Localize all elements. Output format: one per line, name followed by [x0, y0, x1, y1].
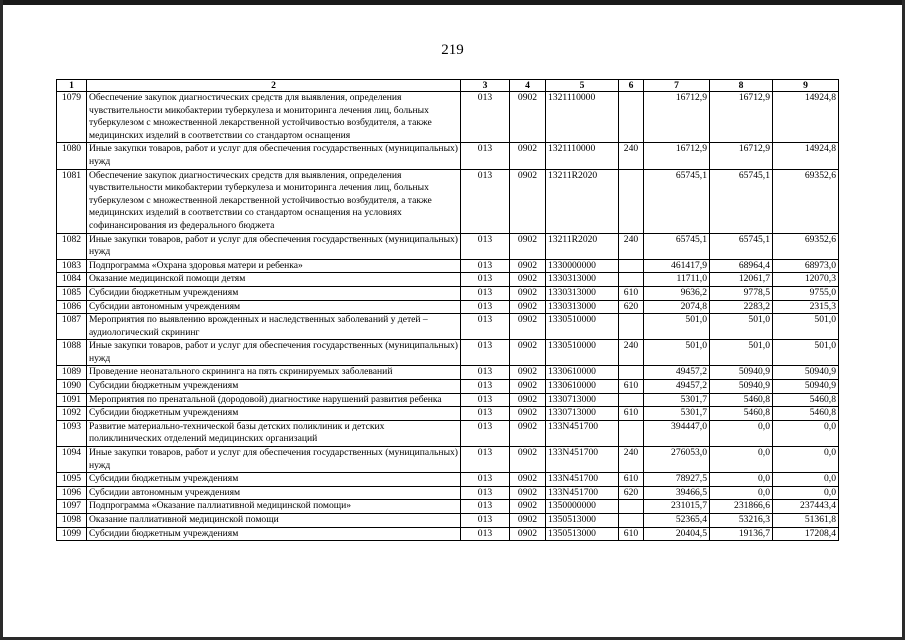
- row-number: 1086: [57, 300, 87, 314]
- grbs-code: 013: [461, 169, 510, 233]
- grbs-code: 013: [461, 233, 510, 259]
- page-number: 219: [441, 42, 464, 58]
- amount-col-8: 9778,5: [710, 286, 773, 300]
- grbs-code: 013: [461, 486, 510, 500]
- grbs-code: 013: [461, 473, 510, 487]
- amount-col-9: 14924,8: [773, 92, 839, 143]
- amount-col-8: 501,0: [710, 340, 773, 366]
- item-name: Обеспечение закупок диагностических средств для выявления, определения чувствительности микобактерии туберкулеза и мониторинга лечения лиц, больных туберкулезом с множественной лекарственной устойчивостью возбудителя, а также медицинских изделий в соответствии со стандартом оснащения на условиях софинансирования из федерального бюджета: [87, 169, 461, 233]
- row-number: 1090: [57, 380, 87, 394]
- row-number: 1091: [57, 393, 87, 407]
- expense-type-code: 240: [619, 340, 644, 366]
- table-row: [57, 300, 839, 314]
- expense-type-code: [619, 514, 644, 528]
- amount-col-7: 9636,2: [644, 286, 710, 300]
- expense-type-code: [619, 169, 644, 233]
- section-code: 0902: [510, 259, 546, 273]
- column-header-1: 1: [57, 80, 87, 92]
- column-header-8: 8: [710, 80, 773, 92]
- amount-col-7: 52365,4: [644, 514, 710, 528]
- table-row: [57, 233, 839, 259]
- amount-col-8: 5460,8: [710, 407, 773, 421]
- amount-col-7: 5301,7: [644, 407, 710, 421]
- target-article-code: 133N451700: [546, 420, 619, 446]
- amount-col-9: 69352,6: [773, 169, 839, 233]
- table-row: [57, 420, 839, 446]
- amount-col-8: 50940,9: [710, 366, 773, 380]
- amount-col-8: 12061,7: [710, 273, 773, 287]
- amount-col-7: 394447,0: [644, 420, 710, 446]
- budget-table: [56, 79, 839, 541]
- section-code: 0902: [510, 340, 546, 366]
- amount-col-9: 237443,4: [773, 500, 839, 514]
- row-number: 1080: [57, 143, 87, 169]
- amount-col-9: 17208,4: [773, 527, 839, 541]
- amount-col-8: 0,0: [710, 486, 773, 500]
- amount-col-7: 16712,9: [644, 143, 710, 169]
- amount-col-7: 2074,8: [644, 300, 710, 314]
- amount-col-9: 14924,8: [773, 143, 839, 169]
- row-number: 1081: [57, 169, 87, 233]
- row-number: 1098: [57, 514, 87, 528]
- amount-col-9: 5460,8: [773, 407, 839, 421]
- item-name: Иные закупки товаров, работ и услуг для обеспечения государственных (муниципальных) нужд: [87, 340, 461, 366]
- expense-type-code: [619, 393, 644, 407]
- target-article-code: 1330313000: [546, 273, 619, 287]
- target-article-code: 133N451700: [546, 473, 619, 487]
- target-article-code: 1330313000: [546, 286, 619, 300]
- item-name: Субсидии бюджетным учреждениям: [87, 380, 461, 394]
- row-number: 1096: [57, 486, 87, 500]
- target-article-code: 13211R2020: [546, 233, 619, 259]
- target-article-code: 1350513000: [546, 527, 619, 541]
- amount-col-7: 501,0: [644, 314, 710, 340]
- target-article-code: 1321110000: [546, 92, 619, 143]
- section-code: 0902: [510, 407, 546, 421]
- expense-type-code: 620: [619, 486, 644, 500]
- row-number: 1092: [57, 407, 87, 421]
- grbs-code: 013: [461, 420, 510, 446]
- item-name: Оказание паллиативной медицинской помощи: [87, 514, 461, 528]
- scan-border-top: [0, 0, 905, 5]
- row-number: 1084: [57, 273, 87, 287]
- amount-col-7: 231015,7: [644, 500, 710, 514]
- section-code: 0902: [510, 393, 546, 407]
- row-number: 1083: [57, 259, 87, 273]
- grbs-code: 013: [461, 286, 510, 300]
- expense-type-code: [619, 500, 644, 514]
- expense-type-code: 610: [619, 527, 644, 541]
- expense-type-code: 610: [619, 473, 644, 487]
- grbs-code: 013: [461, 393, 510, 407]
- amount-col-9: 501,0: [773, 340, 839, 366]
- section-code: 0902: [510, 233, 546, 259]
- amount-col-7: 20404,5: [644, 527, 710, 541]
- target-article-code: 1321110000: [546, 143, 619, 169]
- column-header-6: 6: [619, 80, 644, 92]
- grbs-code: 013: [461, 380, 510, 394]
- grbs-code: 013: [461, 273, 510, 287]
- amount-col-7: 78927,5: [644, 473, 710, 487]
- section-code: 0902: [510, 527, 546, 541]
- section-code: 0902: [510, 143, 546, 169]
- expense-type-code: [619, 259, 644, 273]
- grbs-code: 013: [461, 366, 510, 380]
- target-article-code: 1330510000: [546, 314, 619, 340]
- item-name: Обеспечение закупок диагностических средств для выявления, определения чувствительности микобактерии туберкулеза и мониторинга лечения лиц, больных туберкулезом с множественной лекарственной устойчивостью возбудителя, а также медицинских изделий в соответствии со стандартом оснащения: [87, 92, 461, 143]
- column-header-9: 9: [773, 80, 839, 92]
- amount-col-8: 231866,6: [710, 500, 773, 514]
- row-number: 1094: [57, 447, 87, 473]
- amount-col-9: 68973,0: [773, 259, 839, 273]
- table-row: [57, 314, 839, 340]
- grbs-code: 013: [461, 92, 510, 143]
- amount-col-9: 2315,3: [773, 300, 839, 314]
- item-name: Иные закупки товаров, работ и услуг для обеспечения государственных (муниципальных) нужд: [87, 233, 461, 259]
- section-code: 0902: [510, 92, 546, 143]
- target-article-code: 133N451700: [546, 447, 619, 473]
- amount-col-8: 0,0: [710, 420, 773, 446]
- table-row: [57, 486, 839, 500]
- section-code: 0902: [510, 300, 546, 314]
- row-number: 1089: [57, 366, 87, 380]
- column-header-3: 3: [461, 80, 510, 92]
- grbs-code: 013: [461, 314, 510, 340]
- amount-col-7: 49457,2: [644, 366, 710, 380]
- section-code: 0902: [510, 366, 546, 380]
- amount-col-8: 65745,1: [710, 233, 773, 259]
- column-header-5: 5: [546, 80, 619, 92]
- amount-col-8: 501,0: [710, 314, 773, 340]
- section-code: 0902: [510, 314, 546, 340]
- row-number: 1085: [57, 286, 87, 300]
- table-row: [57, 393, 839, 407]
- item-name: Подпрограмма «Охрана здоровья матери и ребенка»: [87, 259, 461, 273]
- target-article-code: 1350513000: [546, 514, 619, 528]
- column-header-4: 4: [510, 80, 546, 92]
- section-code: 0902: [510, 273, 546, 287]
- row-number: 1079: [57, 92, 87, 143]
- table-row: [57, 286, 839, 300]
- amount-col-8: 68964,4: [710, 259, 773, 273]
- item-name: Мероприятия по пренатальной (дородовой) диагностике нарушений развития ребенка: [87, 393, 461, 407]
- item-name: Подпрограмма «Оказание паллиативной медицинской помощи»: [87, 500, 461, 514]
- expense-type-code: 240: [619, 447, 644, 473]
- item-name: Проведение неонатального скрининга на пять скринируемых заболеваний: [87, 366, 461, 380]
- grbs-code: 013: [461, 447, 510, 473]
- item-name: Субсидии автономным учреждениям: [87, 300, 461, 314]
- scan-border-left: [0, 0, 3, 640]
- table-row: [57, 527, 839, 541]
- target-article-code: 1350000000: [546, 500, 619, 514]
- amount-col-7: 11711,0: [644, 273, 710, 287]
- item-name: Оказание медицинской помощи детям: [87, 273, 461, 287]
- table-row: [57, 500, 839, 514]
- table-row: [57, 473, 839, 487]
- target-article-code: 13211R2020: [546, 169, 619, 233]
- row-number: 1095: [57, 473, 87, 487]
- row-number: 1082: [57, 233, 87, 259]
- expense-type-code: [619, 92, 644, 143]
- target-article-code: 1330610000: [546, 380, 619, 394]
- item-name: Мероприятия по выявлению врожденных и наследственных заболеваний у детей – аудиологический скрининг: [87, 314, 461, 340]
- amount-col-9: 50940,9: [773, 380, 839, 394]
- amount-col-8: 16712,9: [710, 143, 773, 169]
- table-row: [57, 92, 839, 143]
- grbs-code: 013: [461, 527, 510, 541]
- item-name: Субсидии бюджетным учреждениям: [87, 473, 461, 487]
- grbs-code: 013: [461, 300, 510, 314]
- target-article-code: 1330000000: [546, 259, 619, 273]
- amount-col-8: 2283,2: [710, 300, 773, 314]
- expense-type-code: 240: [619, 143, 644, 169]
- item-name: Развитие материально-технической базы детских поликлиник и детских поликлинических отделений медицинских организаций: [87, 420, 461, 446]
- table-row: [57, 143, 839, 169]
- amount-col-8: 19136,7: [710, 527, 773, 541]
- table-body: [57, 92, 839, 541]
- section-code: 0902: [510, 514, 546, 528]
- expense-type-code: 610: [619, 407, 644, 421]
- amount-col-7: 5301,7: [644, 393, 710, 407]
- section-code: 0902: [510, 380, 546, 394]
- amount-col-8: 5460,8: [710, 393, 773, 407]
- item-name: Субсидии бюджетным учреждениям: [87, 407, 461, 421]
- amount-col-8: 65745,1: [710, 169, 773, 233]
- amount-col-9: 5460,8: [773, 393, 839, 407]
- table-header-row: [57, 80, 839, 92]
- table-row: [57, 273, 839, 287]
- amount-col-7: 65745,1: [644, 169, 710, 233]
- row-number: 1093: [57, 420, 87, 446]
- table-row: [57, 169, 839, 233]
- section-code: 0902: [510, 169, 546, 233]
- amount-col-9: 12070,3: [773, 273, 839, 287]
- amount-col-7: 65745,1: [644, 233, 710, 259]
- item-name: Субсидии бюджетным учреждениям: [87, 286, 461, 300]
- amount-col-7: 276053,0: [644, 447, 710, 473]
- target-article-code: 133N451700: [546, 486, 619, 500]
- amount-col-8: 0,0: [710, 473, 773, 487]
- table-row: [57, 407, 839, 421]
- expense-type-code: [619, 420, 644, 446]
- expense-type-code: 610: [619, 380, 644, 394]
- row-number: 1099: [57, 527, 87, 541]
- amount-col-9: 0,0: [773, 447, 839, 473]
- amount-col-7: 461417,9: [644, 259, 710, 273]
- amount-col-9: 9755,0: [773, 286, 839, 300]
- expense-type-code: [619, 366, 644, 380]
- amount-col-7: 16712,9: [644, 92, 710, 143]
- section-code: 0902: [510, 286, 546, 300]
- table-row: [57, 514, 839, 528]
- amount-col-8: 16712,9: [710, 92, 773, 143]
- table-row: [57, 366, 839, 380]
- amount-col-9: 51361,8: [773, 514, 839, 528]
- grbs-code: 013: [461, 407, 510, 421]
- item-name: Субсидии автономным учреждениям: [87, 486, 461, 500]
- amount-col-9: 0,0: [773, 486, 839, 500]
- expense-type-code: 240: [619, 233, 644, 259]
- amount-col-8: 0,0: [710, 447, 773, 473]
- row-number: 1097: [57, 500, 87, 514]
- amount-col-9: 0,0: [773, 420, 839, 446]
- grbs-code: 013: [461, 259, 510, 273]
- table-row: [57, 447, 839, 473]
- item-name: Субсидии бюджетным учреждениям: [87, 527, 461, 541]
- amount-col-9: 69352,6: [773, 233, 839, 259]
- amount-col-7: 501,0: [644, 340, 710, 366]
- grbs-code: 013: [461, 500, 510, 514]
- amount-col-9: 50940,9: [773, 366, 839, 380]
- grbs-code: 013: [461, 514, 510, 528]
- amount-col-9: 0,0: [773, 473, 839, 487]
- table-row: [57, 259, 839, 273]
- item-name: Иные закупки товаров, работ и услуг для обеспечения государственных (муниципальных) нужд: [87, 143, 461, 169]
- section-code: 0902: [510, 420, 546, 446]
- row-number: 1088: [57, 340, 87, 366]
- grbs-code: 013: [461, 143, 510, 169]
- section-code: 0902: [510, 500, 546, 514]
- amount-col-7: 49457,2: [644, 380, 710, 394]
- amount-col-9: 501,0: [773, 314, 839, 340]
- target-article-code: 1330610000: [546, 366, 619, 380]
- expense-type-code: 620: [619, 300, 644, 314]
- target-article-code: 1330713000: [546, 393, 619, 407]
- section-code: 0902: [510, 473, 546, 487]
- amount-col-7: 39466,5: [644, 486, 710, 500]
- expense-type-code: 610: [619, 286, 644, 300]
- item-name: Иные закупки товаров, работ и услуг для обеспечения государственных (муниципальных) нужд: [87, 447, 461, 473]
- target-article-code: 1330510000: [546, 340, 619, 366]
- expense-type-code: [619, 314, 644, 340]
- table-row: [57, 380, 839, 394]
- row-number: 1087: [57, 314, 87, 340]
- target-article-code: 1330713000: [546, 407, 619, 421]
- amount-col-8: 53216,3: [710, 514, 773, 528]
- column-header-2: 2: [87, 80, 461, 92]
- target-article-code: 1330313000: [546, 300, 619, 314]
- amount-col-8: 50940,9: [710, 380, 773, 394]
- expense-type-code: [619, 273, 644, 287]
- grbs-code: 013: [461, 340, 510, 366]
- section-code: 0902: [510, 447, 546, 473]
- section-code: 0902: [510, 486, 546, 500]
- table-row: [57, 340, 839, 366]
- column-header-7: 7: [644, 80, 710, 92]
